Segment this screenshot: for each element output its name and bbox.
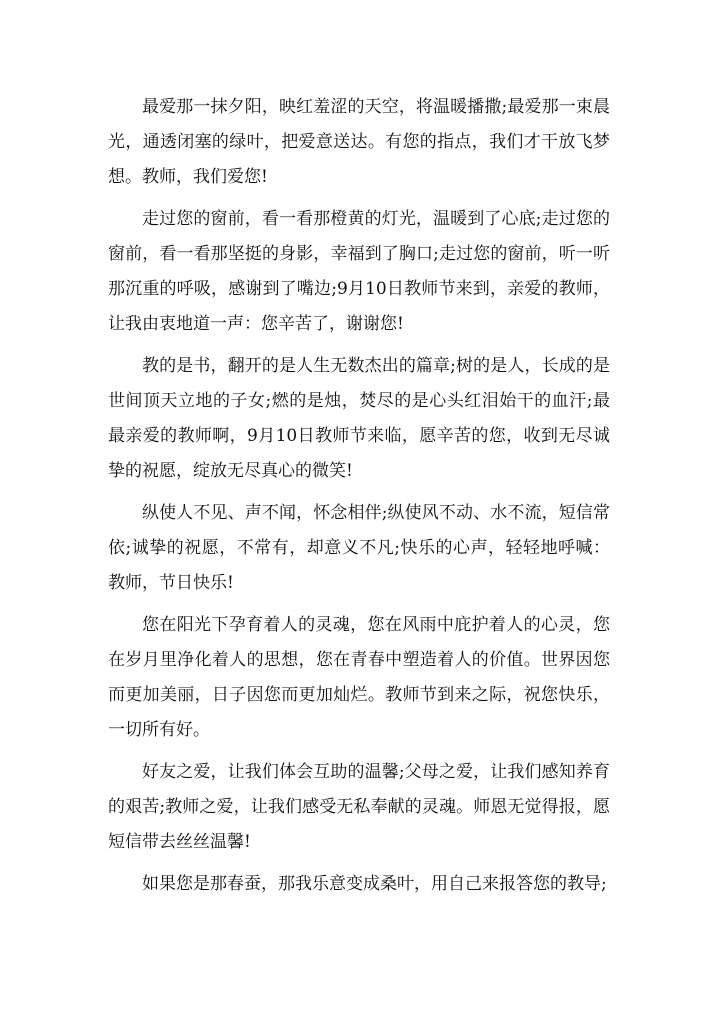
paragraph-5: 您在阳光下孕育着人的灵魂，您在风雨中庇护着人的心灵，您在岁月里净化着人的思想，您在青春中塑造着人的价值。世界因您而更加美丽，日子因您而更加灿烂。教师节到来之际，祝您快乐，一切所有好。	[108, 615, 610, 740]
paragraph-6: 好友之爱，让我们体会互助的温馨;父母之爱，让我们感知养育的艰苦;教师之爱，让我们感受无私奉献的灵魂。师恩无觉得报，愿短信带去丝丝温馨!	[108, 762, 610, 852]
paragraph-3: 教的是书，翻开的是人生无数杰出的篇章;树的是人，长成的是世间顶天立地的子女;燃的是烛，焚尽的是心头红泪始干的血汗;最最亲爱的教师啊，9月10日教师节来临，愿辛苦的您，收到无尽诚挚的祝愿，绽放无尽真心的微笑!	[108, 356, 610, 481]
paragraph-2: 走过您的窗前，看一看那橙黄的灯光，温暖到了心底;走过您的窗前，看一看那坚挺的身影，幸福到了胸口;走过您的窗前，听一听那沉重的呼吸，感谢到了嘴边;9月10日教师节来到，亲爱的教师，让我由衷地道一声：您辛苦了，谢谢您!	[108, 209, 610, 334]
paragraph-1: 最爱那一抹夕阳，映红羞涩的天空，将温暖播撒;最爱那一束晨光，通透闭塞的绿叶，把爱意送达。有您的指点，我们才干放飞梦想。教师，我们爱您!	[108, 97, 610, 187]
paragraph-4: 纵使人不见、声不闻，怀念相伴;纵使风不动、水不流，短信常依;诚挚的祝愿，不常有，却意义不凡;快乐的心声，轻轻地呼喊：教师，节日快乐!	[108, 503, 610, 593]
body-text	[108, 90, 610, 909]
paragraph-7: 如果您是那春蚕，那我乐意变成桑叶，用自己来报答您的教导;	[142, 874, 607, 894]
